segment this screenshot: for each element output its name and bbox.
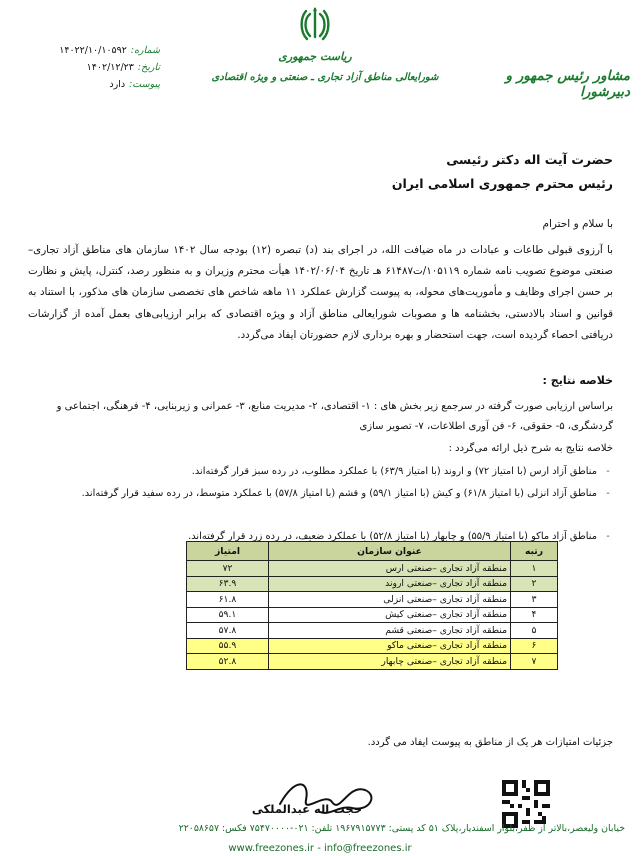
bullet-text: مناطق آزاد ارس (با امتیاز ۷۲) و اروند (با امتیاز ۶۳/۹) با عملکرد مطلوب، در رده سبز قرار گرفته‌اند. [191,466,597,477]
addressee-name: حضرت آیت اله دکتر رئیسی [446,152,613,167]
addressee-title: رئیس محترم جمهوری اسلامی ایران [391,176,613,191]
summary-paragraph: براساس ارزیابی صورت گرفته در سرجمع زیر بخش های : ۱- اقتصادی، ۲- مدیریت منابع، ۳- عمرانی و زیربنایی، ۴- فرهنگی، اجتماعی و گردشگری، ۵- حقوقی، ۶- فن آوری اطلاعات، ۷- تصویر سازی [56,401,613,432]
score-cell: ۵۵.۹ [187,638,269,654]
table-row [187,654,558,670]
table-row [187,576,558,592]
score-cell: ۵۲.۸ [187,654,269,670]
advisor-title: مشاور رئیس جمهور و دبیرشورا [505,68,630,100]
score-cell: ۵۹.۱ [187,607,269,623]
table-row [187,607,558,623]
letter-meta [40,42,160,93]
letter-attachment-row [40,76,160,93]
name-cell: منطقه آزاد تجاری –صنعتی ارس [269,561,511,577]
iran-emblem-icon [299,6,331,42]
rank-cell: ۵ [511,623,558,639]
rank-cell: ۴ [511,607,558,623]
letter-date: ۱۴۰۲/۱۲/۲۳ [86,62,134,73]
header-score: امتیاز [187,542,269,561]
letter-number-row [40,42,160,59]
signer-name: حجت اله عبدالملکی [251,802,362,816]
rank-cell: ۱ [511,561,558,577]
letter-number: ۱۴۰۲۲/۱۰/۱۰۵۹۲ [59,45,127,56]
name-cell: منطقه آزاد تجاری –صنعتی ماکو [269,638,511,654]
name-cell: منطقه آزاد تجاری –صنعتی کیش [269,607,511,623]
details-note: جزئیات امتیازات هر یک از مناطق به پیوست ایفاد می گردد. [367,737,613,748]
rank-cell: ۳ [511,592,558,608]
letter-attachment: دارد [109,79,126,90]
table-row [187,592,558,608]
main-paragraph: با آرزوی قبولی طاعات و عبادات در ماه ضیافت الله، در اجرای بند (د) تبصره (۱۲) بودجه سال ۱۴۰۲ سازمان های مناطق آزاد تجاری–صنعتی موضوع تصویب نامه شماره ۱۰۵۱۱۹/ت۶۱۴۸۷ هـ تاریخ ۱۴۰۲/۰۶/۰۴ هیأت محترم وزیران و به منظور رصد، کنترل، پایش و نظارت بر حسن اجرای وظایف و مأموریت‌های محوله، به پیوست گزارش عملکرد ۱۱ ماهه شاخص های تخصصی سازمان های مذکور، با استناد به قوانین و اسناد بالادستی، بخشنامه ها و مصوبات شورایعالی مناطق آزاد و ویژه اقتصادی که برابر ارزیابی‌های بعمل آمده از گزارشات دریافتی احصاء گردیده است، جهت استحضار و بهره برداری لازم حضورتان ایفاد می‌گردد. [28,244,613,341]
footer-website[interactable]: www.freezones.ir - info@freezones.ir [228,843,412,854]
result-bullet-green [53,461,613,482]
letter-attachment-label: پیوست: [129,79,160,90]
results-intro: خلاصه نتایج به شرح ذیل ارائه می‌گردد : [448,443,613,454]
score-cell: ۵۷.۸ [187,623,269,639]
table-row [187,638,558,654]
name-cell: منطقه آزاد تجاری –صنعتی قشم [269,623,511,639]
name-cell: منطقه آزاد تجاری –صنعتی اروند [269,576,511,592]
table-row [187,623,558,639]
name-cell: منطقه آزاد تجاری –صنعتی انزلی [269,592,511,608]
score-cell: ۶۳.۹ [187,576,269,592]
summary-title: خلاصه نتایج : [542,374,613,387]
score-cell: ۷۲ [187,561,269,577]
bullet-dash: - [606,531,610,542]
header-name: عنوان سازمان [269,542,511,561]
rank-cell: ۲ [511,576,558,592]
letter-number-label: شماره: [130,45,160,56]
header-rank: رتبه [511,542,558,561]
council-title: شورایعالی مناطق آزاد تجاری ـ صنعتی و ویژه اقتصادی [211,72,439,83]
result-bullet-white [53,483,613,504]
rank-cell: ۷ [511,654,558,670]
greeting: با سلام و احترام [542,218,613,230]
bullet-dash: - [606,466,610,477]
letter-date-row [40,59,160,76]
table-row [187,561,558,577]
bullet-text: مناطق آزاد انزلی (با امتیاز ۶۱/۸) و کیش (با امتیاز ۵۹/۱) و قشم (با امتیاز ۵۷/۸) با عملکرد متوسط، در رده سفید قرار گرفته‌اند. [81,488,597,499]
ranking-table [186,541,558,670]
footer-address: خیابان ولیعصر،بالاتر از ظفر،بلوار اسفندیار،پلاک ۵۱ کد پستی: ۱۹۶۷۹۱۵۷۷۳ تلفن: ۰۲۱-۷۵۴۷۰۰۰۰ فکس: ۲۲۰۵۸۶۵۷ [178,823,625,834]
letter-date-label: تاریخ: [137,62,160,73]
rank-cell: ۶ [511,638,558,654]
bullet-dash: - [606,488,610,499]
table-header-row [187,542,558,561]
bullet-text: مناطق آزاد ماکو (با امتیاز ۵۵/۹) و چابهار (با امتیاز ۵۲/۸) با عملکرد ضعیف، در رده زرد قرار گرفته‌اند. [188,531,597,542]
presidency-title: ریاست جمهوری [278,50,352,63]
score-cell: ۶۱.۸ [187,592,269,608]
qr-code-icon [502,780,550,828]
name-cell: منطقه آزاد تجاری –صنعتی چابهار [269,654,511,670]
